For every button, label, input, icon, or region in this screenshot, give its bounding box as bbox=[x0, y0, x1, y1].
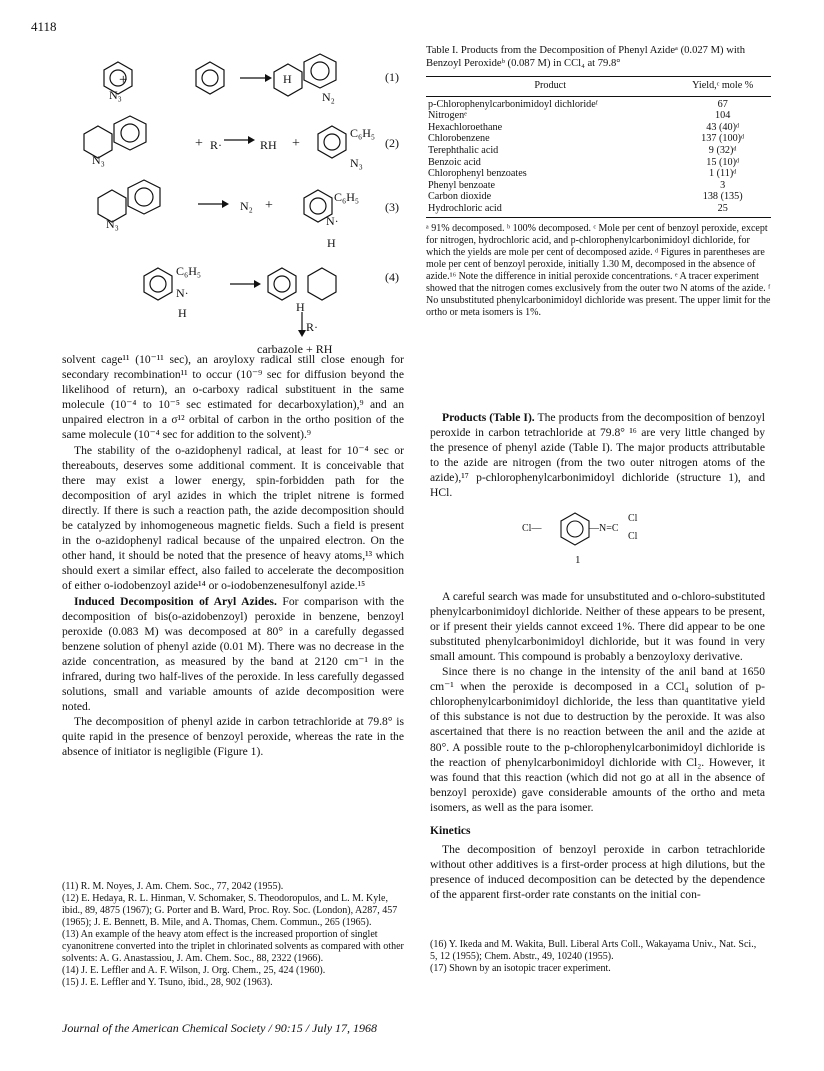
h-label: H bbox=[283, 72, 292, 86]
kinetics-heading: Kinetics bbox=[430, 823, 471, 837]
n3-label-4: N₃ bbox=[106, 217, 119, 231]
product-cell: Hydrochloric acid bbox=[428, 202, 502, 214]
r-radical: R· bbox=[210, 138, 222, 152]
product-cell: Terephthalic acid bbox=[428, 144, 499, 156]
footnote: (17) Shown by an isotopic tracer experiment. bbox=[430, 963, 611, 974]
table-row bbox=[426, 110, 771, 122]
table-row bbox=[426, 133, 771, 145]
n-radical-2: N· bbox=[176, 286, 189, 300]
eq-number-3: (3) bbox=[385, 200, 399, 214]
table-row bbox=[426, 157, 771, 169]
product-cell: p-Chlorophenylcarbonimidoyl dichlorideᶠ bbox=[428, 98, 598, 110]
c6h5-label-3: C₆H₅ bbox=[176, 264, 202, 278]
product-cell: Benzoic acid bbox=[428, 156, 481, 168]
rh-label: RH bbox=[260, 138, 277, 152]
arrow-r-radical: R· bbox=[306, 320, 318, 334]
yield-cell: 138 (135) bbox=[702, 191, 743, 203]
yield-cell: 15 (10)ᵈ bbox=[706, 156, 740, 168]
table-title: Table I. Products from the Decomposition of Phenyl Azideᵃ (0.027 M) with Benzoyl Peroxideᵇ (0.087 M) in CCl₄ at 79.8° bbox=[426, 45, 746, 69]
yield-cell: 3 bbox=[720, 179, 726, 191]
yield-cell: 104 bbox=[715, 110, 731, 122]
product-cell: Phenyl benzoate bbox=[428, 179, 496, 191]
yield-cell: 67 bbox=[717, 98, 728, 110]
product-cell: Carbon dioxide bbox=[428, 191, 492, 203]
n3-label-2: N₃ bbox=[92, 153, 105, 167]
footnote: (16) Y. Ikeda and M. Wakita, Bull. Liberal Arts Coll., Wakayama Univ., Nat. Sci., 5, 12 (1955); Chem. Abstr., 49, 10240 (1955). bbox=[430, 939, 757, 962]
product-cell: Chlorophenyl benzoates bbox=[428, 168, 527, 180]
eq-number-2: (2) bbox=[385, 136, 399, 150]
paragraph: The decomposition of benzoyl peroxide in carbon tetrachloride without other additives is a first-order process at high dilutions, but the presence of induced decomposition can be detected by the dependence of the apparent first-order rate constants on the initial con- bbox=[430, 843, 765, 902]
paragraph-text: For comparison with the decomposition of bis(o-azidobenzoyl) peroxide in benzene, benzoyl peroxide (0.083 M) was decomposed at 80° in a carefully degassed benzene solution of phenyl azide (0.01 M). There was no decrease in the azide concentration, as measured by the band at 2120 cm⁻¹ in the infrared, during two half-lives of the peroxide. In less carefully degassed solutions, small and variable amounts of azide decomposition were noted. bbox=[62, 594, 404, 714]
col-product-header: Product bbox=[534, 80, 567, 91]
plus-sign-4: + bbox=[265, 198, 273, 213]
paragraph: The stability of the o-azidophenyl radical, at least for 10⁻⁴ sec or thereabouts, deserves some additional comment. It is conceivable that there may exist a lower energy, spin-forbidden path for the decomposition of aryl azides in which the triplet nitrene is formed directly. If there is such a reaction path, the azide decomposition should be catalyzed by inhomogeneous magnetic fields. Such a field is present in the o-azidophenyl radical because of the unpaired electron. On the other hand, it should be noted that the presence of heavy atoms,¹³ which should exert a similar effect, also failed to accelerate the decomposition of either o-iodobenzoyl azide¹⁴ or o-iodobenzenesulfonyl azide.¹⁵ bbox=[62, 443, 404, 593]
yield-cell: 25 bbox=[717, 202, 728, 214]
section-heading: Induced Decomposition of Aryl Azides. bbox=[74, 594, 277, 608]
table-footnotes: ᵃ 91% decomposed. ᵇ 100% decomposed. ᶜ Mole per cent of benzoyl peroxide, except for nitrogen, hydrochloric acid, and p-chlorophenylcarbonimidoyl dichloride, for which the yields are mole per cent of decomposed azide. ᵈ Figures in parentheses are mole per cent of benzoyl peroxide, initially 1.30 M, decomposed in the absence of azide.¹⁶ Note the difference in initial peroxide concentrations. ᵉ A tracer experiment showed that the nitrogen comes exclusively from the outer two N atoms of the azide. ᶠ No unsubstituted phenylcarbonimidoyl dichloride was present. The upper limit for the ortho or meta isomers is 1%. bbox=[426, 222, 771, 318]
yield-cell: 1 (11)ᵈ bbox=[708, 168, 737, 180]
right-column bbox=[430, 410, 765, 902]
yield-cell: 43 (40)ᵈ bbox=[706, 121, 740, 133]
h-label-2: H bbox=[327, 236, 336, 250]
structure-1 bbox=[430, 501, 765, 589]
table-row bbox=[426, 203, 771, 217]
yield-cell: 137 (100)ᵈ bbox=[701, 133, 745, 145]
page-number: 4118 bbox=[31, 19, 57, 34]
eq-number-1: (1) bbox=[385, 70, 399, 84]
product-cell: Chlorobenzene bbox=[428, 133, 490, 145]
right-footnotes bbox=[430, 939, 765, 975]
cl-top: Cl bbox=[628, 512, 638, 524]
footnote: (14) J. E. Leffler and A. F. Wilson, J. Org. Chem., 25, 424 (1960). bbox=[62, 965, 326, 976]
journal-footer: Journal of the American Chemical Society / 90:15 / July 17, 1968 bbox=[62, 1021, 378, 1035]
h-label-4: H bbox=[296, 300, 305, 314]
footnote: (11) R. M. Noyes, J. Am. Chem. Soc., 77, 2042 (1955). bbox=[62, 881, 284, 892]
eq-number-4: (4) bbox=[385, 270, 399, 284]
col-yield-header: Yield,ᶜ mole % bbox=[692, 80, 754, 91]
product-cell: Hexachloroethane bbox=[428, 121, 503, 133]
structure-label: 1 bbox=[575, 553, 581, 566]
c6h5-label: C₆H₅ bbox=[350, 126, 376, 140]
c6h5-label-2: C₆H₅ bbox=[334, 190, 360, 204]
paragraph: A careful search was made for unsubstituted and o-chloro-substituted phenylcarbonimidoyl dichloride. Neither of these appears to be present, or if present their yields cannot exceed 1%. There did appear to be one substituted phenylcarbonimidoyl dichloride, but it was found in very small amount. This compound is probably a benzoyloxy derivative. bbox=[430, 589, 765, 663]
cl-left: Cl— bbox=[522, 522, 542, 534]
n-eq-c: —N=C bbox=[589, 522, 619, 534]
section-heading: Products (Table I). bbox=[442, 411, 535, 424]
footnote: (15) J. E. Leffler and Y. Tsuno, ibid., 28, 902 (1963). bbox=[62, 977, 273, 988]
table-row bbox=[426, 122, 771, 134]
n2-product: N₂ bbox=[240, 199, 253, 213]
n3-label-3: N₃ bbox=[350, 156, 363, 170]
paragraph-text: The products from the decomposition of benzoyl peroxide in carbon tetrachloride at 79.8° ¹⁶ are very little changed by the presence of phenyl azide (Table I). The major products attributable to the azide are nitrogen (from the two outer nitrogen atoms of the azide),¹⁷ p-chlorophenylcarbonimidoyl dichloride (structure 1), and HCl. bbox=[430, 411, 765, 500]
plus-sign-2: + bbox=[195, 136, 203, 151]
carbazole-label: carbazole + RH bbox=[257, 342, 333, 356]
plus-sign: + bbox=[119, 72, 128, 88]
table-row bbox=[426, 96, 771, 110]
table-row bbox=[426, 168, 771, 180]
yield-cell: 9 (32)ᵈ bbox=[708, 144, 737, 156]
paragraph: The decomposition of phenyl azide in carbon tetrachloride at 79.8° is quite rapid in the presence of benzoyl peroxide, whereas the rate in the absence of initiator is negligible (Figure 1). bbox=[62, 715, 404, 759]
table-row bbox=[426, 191, 771, 203]
plus-sign-3: + bbox=[292, 136, 300, 151]
footnote: (13) An example of the heavy atom effect is the increased proportion of singlet cyanonitrene converted into the triplet in chlorinated solvents as compared with other solvents: A. G. Anastassiou, J. Am. Chem. Soc., 88, 2322 (1966). bbox=[62, 929, 404, 964]
left-column bbox=[62, 352, 404, 760]
n-radical: N· bbox=[326, 214, 339, 228]
paragraph: solvent cage¹¹ (10⁻¹¹ sec), an aroyloxy radical still close enough for secondary recombination¹¹ to occur (10⁻⁹ sec for diffusion beyond the likelihood of return), an o-carboxy radical substituent in the same molecule (10⁻⁴ to 10⁻⁵ sec estimated for decarboxylation),⁹ and an unpaired electron in a σ¹² orbital of carbon in the ortho position of the same molecule (10⁻⁴ sec for addition to the solvent).⁹ bbox=[62, 353, 404, 442]
product-cell: Nitrogenᵉ bbox=[428, 110, 467, 122]
products-table bbox=[426, 76, 771, 319]
paragraph: Since there is no change in the intensity of the anil band at 1650 cm⁻¹ when the peroxide is decomposed in a CCl₄ solution of p-chlorophenylcarbonimidoyl dichloride, the less than quantitative yield of this substance is not due to destruction by the peroxide. It was also ascertained that there is no reaction between the anil and the azide at 80°. A possible route to the p-chlorophenylcarbonimidoyl dichloride is the reaction of phenylcarbonimidoyl dichloride with Cl₂. However, it was found that this reaction (which did not go at all in the absence of benzoyl peroxide) gave considerable amounts of the ortho and meta isomers, as well as the para isomer. bbox=[430, 665, 765, 814]
table-row bbox=[426, 180, 771, 192]
footnote: (12) E. Hedaya, R. L. Hinman, V. Schomaker, S. Theodoropulos, and L. M. Kyle, ibid., 89, 4875 (1967); G. Porter and B. Ward, Proc. Roy. Soc. (London), A287, 457 (1965); J. E. Bennett, B. Mile, and A. Thomas, Chem. Commun., 265 (1965). bbox=[62, 893, 398, 928]
cl-bottom: Cl bbox=[628, 530, 638, 542]
n2-label: N₂ bbox=[322, 90, 335, 104]
table-row bbox=[426, 145, 771, 157]
h-label-3: H bbox=[178, 306, 187, 320]
left-footnotes bbox=[62, 881, 404, 989]
n3-label: N₃ bbox=[109, 88, 122, 102]
